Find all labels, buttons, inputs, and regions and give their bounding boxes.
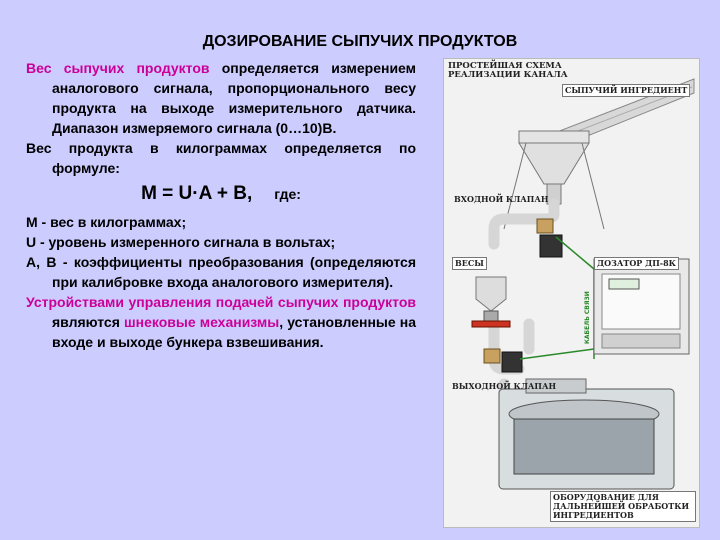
weight-unit: В.	[322, 120, 337, 136]
ingredient-label: СЫПУЧИЙ ИНГРЕДИЕНТ	[562, 84, 690, 97]
inlet-valve-label: ВХОДНОЙ КЛАПАН	[454, 194, 549, 204]
weight-text-1: определяется	[209, 60, 320, 76]
scheme-drawing	[444, 59, 699, 527]
paragraph-formula-intro: Вес продукта в килограммах определяется по формуле:	[26, 140, 416, 176]
paragraph-weight	[26, 58, 416, 138]
definition-ab: A, B - коэффициенты преобразования (определяются при калибровке входа аналогового измерителя).	[26, 254, 416, 290]
doser-label: ДОЗАТОР ДП-8К	[594, 257, 679, 270]
scheme-heading: ПРОСТЕЙШАЯ СХЕМА РЕАЛИЗАЦИИ КАНАЛА	[448, 61, 568, 80]
pipe-icon	[494, 204, 554, 404]
outlet-valve-label: ВЫХОДНОЙ КЛАПАН	[452, 381, 557, 391]
formula-expression: M = U·A + B,	[141, 183, 253, 204]
text-column	[26, 58, 416, 352]
scales-label: ВЕСЫ	[452, 257, 487, 270]
devices-text-2: , установленные на входе и выходе бункера взвешивания.	[52, 314, 416, 350]
weight-highlight: Вес сыпучих продуктов	[26, 60, 210, 76]
doser-icon	[594, 259, 689, 354]
definition-u: U - уровень измеренного сигнала в вольтах;	[26, 234, 336, 250]
formula-where: где:	[274, 186, 301, 202]
devices-highlight: Устройствами управления подачей сыпучих продуктов	[26, 294, 416, 310]
mixer-icon	[499, 379, 674, 489]
paragraph-devices	[26, 292, 416, 352]
scales-icon	[472, 277, 510, 327]
formula	[26, 182, 416, 206]
inlet-valve-icon	[537, 219, 594, 269]
screw-highlight: шнековые механизмы	[123, 314, 280, 330]
cable-label: КАБЕЛЬ СВЯЗИ	[584, 291, 591, 344]
weight-text-2: измерением аналогового сигнала, пропорционального весу продукта на выходе измерительного датчика. Диапазон измеряемого сигнала (0…10)	[52, 60, 417, 136]
devices-text-1: являются	[52, 314, 124, 330]
equipment-label: ОБОРУДОВАНИЕ ДЛЯ ДАЛЬНЕЙШЕЙ ОБРАБОТКИ ИНГРЕДИЕНТОВ	[550, 491, 696, 522]
scheme-image	[443, 58, 700, 528]
page-title: ДОЗИРОВАНИЕ СЫПУЧИХ ПРОДУКТОВ	[202, 33, 518, 50]
definition-m: М - вес в килограммах;	[26, 214, 187, 230]
